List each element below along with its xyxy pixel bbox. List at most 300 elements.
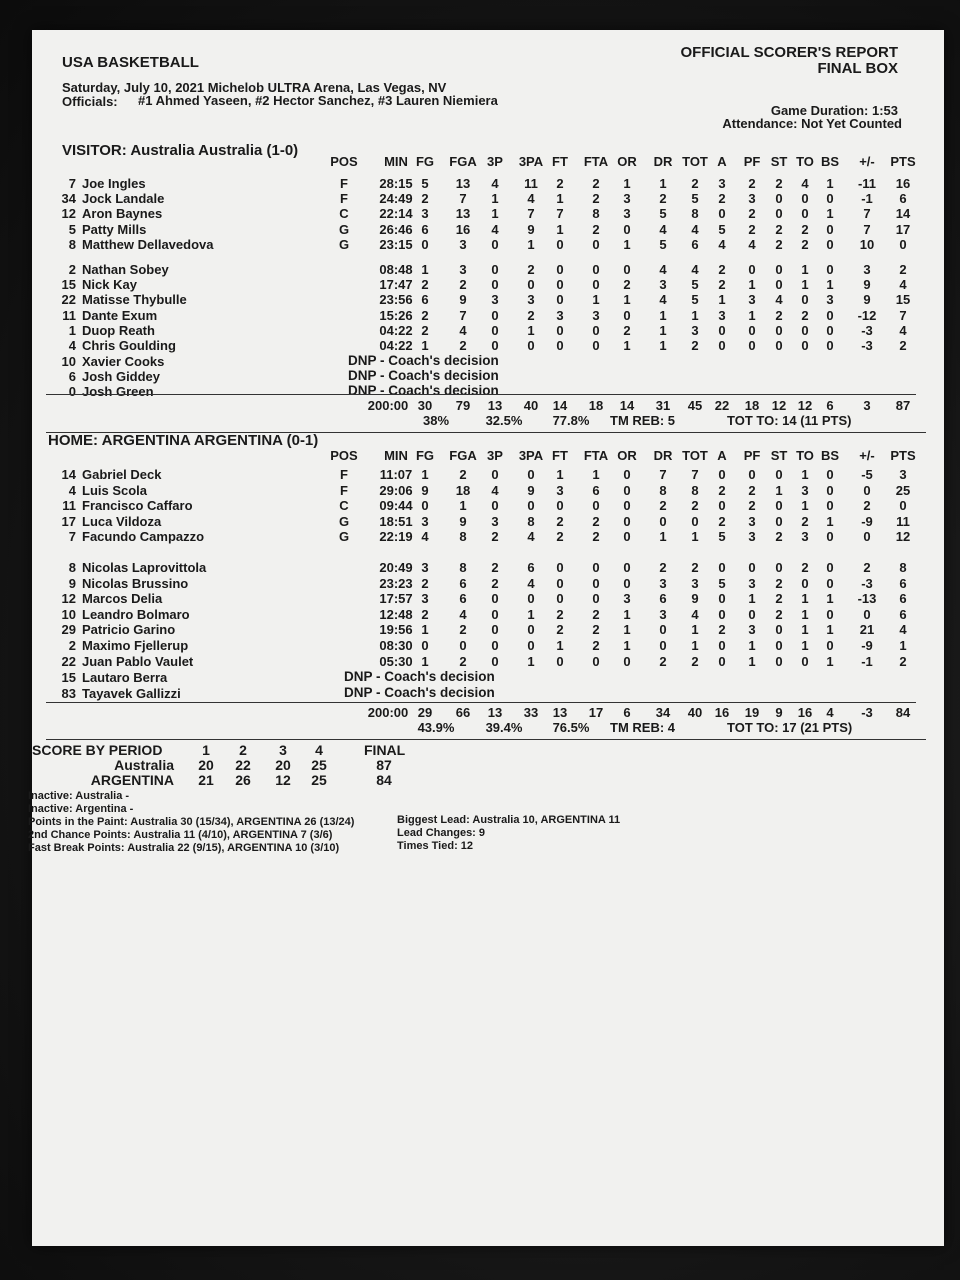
jersey-number: 29 xyxy=(61,622,76,638)
col-header-fta: FTA xyxy=(583,154,609,169)
player-row xyxy=(32,498,944,513)
stat-or: 0 xyxy=(623,467,631,482)
col-header-pos: POS xyxy=(330,448,358,463)
player-name: Lautaro Berra xyxy=(82,670,168,685)
stat-fta: 6 xyxy=(592,482,600,498)
stat-a: 3 xyxy=(718,307,726,323)
stat-pos: G xyxy=(338,513,350,529)
col-header-a: A xyxy=(717,154,727,169)
stat-to: 2 xyxy=(801,221,809,237)
stat-tot: 8 xyxy=(691,482,699,498)
stat-pts: 11 xyxy=(896,513,910,529)
stat-3p: 0 xyxy=(491,262,499,277)
stat-to: 0 xyxy=(801,575,809,591)
stat-st: 2 xyxy=(775,591,783,607)
stat-fga: 3 xyxy=(459,236,467,252)
total-fta: 18 xyxy=(588,398,604,413)
stat-pts: 15 xyxy=(895,292,911,308)
stat-fga: 6 xyxy=(459,575,467,591)
stat-ft: 0 xyxy=(556,575,564,591)
team-turnovers: TOT TO: 17 (21 PTS) xyxy=(727,720,853,735)
col-header-dr: DR xyxy=(653,154,673,169)
player-row xyxy=(32,262,944,277)
stat-fta: 0 xyxy=(592,236,600,252)
player-name: Aron Baynes xyxy=(82,206,163,222)
stat-bs: 0 xyxy=(826,262,834,277)
stat-pf: 3 xyxy=(748,513,756,529)
stat-to: 1 xyxy=(801,498,809,514)
stat-xxx: 3 xyxy=(863,262,871,277)
stat-fg: 0 xyxy=(421,236,429,252)
stat-3pa: 2 xyxy=(527,307,535,323)
stat-st: 0 xyxy=(775,277,783,293)
dnp-note: DNP - Coach's decision xyxy=(348,368,499,384)
stat-or: 2 xyxy=(623,322,631,338)
stat-dr: 1 xyxy=(659,176,667,191)
stat-or: 0 xyxy=(623,221,631,237)
col-header-or: OR xyxy=(617,154,637,169)
stat-bs: 0 xyxy=(826,191,834,207)
stat-tot: 5 xyxy=(691,191,699,207)
stat-pts: 6 xyxy=(899,606,907,622)
stat-tot: 2 xyxy=(691,653,699,669)
jersey-number: 5 xyxy=(68,221,76,237)
stat-pts: 4 xyxy=(899,277,907,293)
stat-fta: 2 xyxy=(592,638,600,653)
stat-xxx: -9 xyxy=(861,513,873,529)
stat-xxx: -3 xyxy=(861,322,873,338)
period-score: 20 xyxy=(275,757,291,773)
stat-dr: 1 xyxy=(659,338,667,353)
stat-pf: 0 xyxy=(748,338,756,353)
footer-line: Inactive: Argentina - xyxy=(28,803,134,815)
stat-3pa: 11 xyxy=(524,176,538,191)
player-name: Patty Mills xyxy=(82,221,147,237)
stat-xxx: 9 xyxy=(863,292,871,308)
stat-fg: 3 xyxy=(421,591,429,607)
stat-to: 1 xyxy=(801,277,809,293)
stat-ft: 1 xyxy=(556,638,564,653)
stat-3p: 4 xyxy=(491,482,499,498)
stat-tot: 3 xyxy=(691,575,699,591)
stat-fg: 1 xyxy=(421,653,429,669)
stat-ft: 0 xyxy=(556,498,564,514)
stat-to: 1 xyxy=(801,467,809,482)
stat-bs: 0 xyxy=(826,338,834,353)
stat-tot: 4 xyxy=(691,606,699,622)
stat-dr: 5 xyxy=(659,236,667,252)
stat-dr: 7 xyxy=(659,467,667,482)
stat-fg: 2 xyxy=(421,322,429,338)
stat-tot: 9 xyxy=(691,591,699,607)
col-header-fga: FGA xyxy=(449,448,477,463)
stat-st: 0 xyxy=(775,638,783,653)
period-team-name: ARGENTINA xyxy=(90,772,174,788)
stat-pf: 2 xyxy=(748,498,756,514)
stat-fg: 1 xyxy=(421,622,429,638)
stat-pf: 1 xyxy=(748,307,756,323)
stat-or: 1 xyxy=(623,622,631,638)
stat-pf: 0 xyxy=(748,606,756,622)
stat-pts: 3 xyxy=(899,467,907,482)
stat-fg: 1 xyxy=(421,338,429,353)
stat-3p: 0 xyxy=(491,307,499,323)
stat-fga: 4 xyxy=(459,606,467,622)
stat-dr: 2 xyxy=(659,498,667,514)
stat-3pa: 1 xyxy=(527,606,535,622)
total-3pa: 40 xyxy=(523,398,539,413)
total-to: 12 xyxy=(797,398,813,413)
stat-3p: 0 xyxy=(491,322,499,338)
stat-tot: 1 xyxy=(691,529,699,545)
stat-xxx: -3 xyxy=(861,338,873,353)
stat-xxx: -1 xyxy=(861,653,873,669)
stat-min: 04:22 xyxy=(379,338,413,353)
stat-pf: 3 xyxy=(748,191,756,207)
total-fga: 79 xyxy=(455,398,471,413)
stat-a: 2 xyxy=(718,262,726,277)
player-name: Josh Giddey xyxy=(82,369,161,385)
col-header-pts: PTS xyxy=(890,448,916,463)
stat-ft: 2 xyxy=(556,176,564,191)
total-or: 6 xyxy=(623,705,631,720)
stat-xxx: -5 xyxy=(861,467,873,482)
col-header-st: ST xyxy=(770,448,788,463)
stat-a: 2 xyxy=(718,277,726,293)
stat-pf: 2 xyxy=(748,221,756,237)
total-bs: 6 xyxy=(826,398,834,413)
player-name: Joe Ingles xyxy=(82,176,146,191)
col-header-ft: FT xyxy=(552,154,568,169)
stat-xxx: 7 xyxy=(863,221,871,237)
stat-dr: 2 xyxy=(659,653,667,669)
stat-3p: 1 xyxy=(491,191,499,207)
stat-3pa: 1 xyxy=(527,653,535,669)
stat-pts: 4 xyxy=(899,322,907,338)
total-xxx: 3 xyxy=(863,398,871,413)
stat-fg: 2 xyxy=(421,307,429,323)
stat-a: 0 xyxy=(718,638,726,653)
stat-bs: 1 xyxy=(826,176,834,191)
player-row xyxy=(32,576,944,591)
stat-st: 2 xyxy=(775,575,783,591)
player-name: Luca Vildoza xyxy=(82,513,162,529)
jersey-number: 22 xyxy=(61,292,76,308)
stat-dr: 1 xyxy=(659,322,667,338)
stat-st: 0 xyxy=(775,622,783,638)
stat-bs: 0 xyxy=(826,560,834,575)
stat-to: 1 xyxy=(801,591,809,607)
stat-dr: 4 xyxy=(659,221,667,237)
total-pf: 18 xyxy=(744,398,760,413)
stat-tot: 2 xyxy=(691,560,699,575)
stat-to: 2 xyxy=(801,307,809,323)
player-row xyxy=(32,467,944,482)
col-header-a: A xyxy=(717,448,727,463)
player-row xyxy=(32,654,944,669)
stat-a: 0 xyxy=(718,338,726,353)
stat-3pa: 9 xyxy=(527,221,535,237)
stat-3pa: 0 xyxy=(527,591,535,607)
player-name: Nicolas Brussino xyxy=(82,575,189,591)
stat-fta: 2 xyxy=(592,622,600,638)
jersey-number: 8 xyxy=(68,560,76,575)
stat-min: 19:56 xyxy=(379,622,413,638)
stat-min: 11:07 xyxy=(379,467,413,482)
total-fg: 29 xyxy=(417,705,433,720)
stat-pf: 3 xyxy=(748,529,756,545)
three-pct: 39.4% xyxy=(485,720,523,735)
totals-rule-top xyxy=(46,394,916,395)
col-header-ft: FT xyxy=(552,448,568,463)
stat-bs: 0 xyxy=(826,307,834,323)
player-row xyxy=(32,338,944,353)
jersey-number: 15 xyxy=(61,277,76,293)
stat-pos: F xyxy=(340,191,348,207)
dnp-note: DNP - Coach's decision xyxy=(348,383,499,399)
stat-bs: 0 xyxy=(826,606,834,622)
org-name: USA BASKETBALL xyxy=(62,54,199,71)
jersey-number: 11 xyxy=(62,498,76,514)
player-name: Dante Exum xyxy=(82,307,158,323)
total-fta: 17 xyxy=(588,705,604,720)
dnp-note: DNP - Coach's decision xyxy=(344,669,495,684)
period-score: 20 xyxy=(198,757,214,773)
stat-ft: 0 xyxy=(556,322,564,338)
ft-pct: 77.8% xyxy=(552,413,590,428)
stat-or: 3 xyxy=(623,591,631,607)
stat-pf: 0 xyxy=(748,467,756,482)
stat-3pa: 7 xyxy=(527,206,535,222)
stat-xxx: 21 xyxy=(859,622,875,638)
stat-or: 1 xyxy=(623,638,631,653)
stat-ft: 1 xyxy=(556,221,564,237)
col-header-dr: DR xyxy=(653,448,673,463)
player-row xyxy=(32,529,944,544)
stat-pf: 3 xyxy=(748,622,756,638)
col-header-or: OR xyxy=(617,448,637,463)
stat-to: 0 xyxy=(801,338,809,353)
stat-fg: 4 xyxy=(421,529,429,545)
total-pts: 84 xyxy=(895,705,911,720)
total-a: 16 xyxy=(714,705,730,720)
team-rebounds: TM REB: 5 xyxy=(610,413,675,428)
period-head-1: 1 xyxy=(202,742,210,758)
stat-ft: 0 xyxy=(556,292,564,308)
stat-fg: 5 xyxy=(421,176,429,191)
team-totals-row xyxy=(32,398,944,413)
period-score: 22 xyxy=(235,757,251,773)
stat-fta: 0 xyxy=(592,277,600,293)
stat-pts: 25 xyxy=(895,482,911,498)
stat-pf: 3 xyxy=(748,575,756,591)
stat-fg: 3 xyxy=(421,513,429,529)
period-score: 21 xyxy=(198,772,214,788)
stat-dr: 2 xyxy=(659,560,667,575)
stat-st: 1 xyxy=(775,482,783,498)
stat-3pa: 9 xyxy=(527,482,535,498)
stat-pf: 0 xyxy=(748,322,756,338)
player-row xyxy=(32,308,944,323)
player-row xyxy=(32,560,944,575)
stat-pts: 1 xyxy=(899,638,907,653)
stat-3p: 1 xyxy=(491,206,499,222)
player-name: Maximo Fjellerup xyxy=(82,638,189,653)
col-header-tot: TOT xyxy=(682,448,708,463)
col-header-fg: FG xyxy=(415,154,435,169)
stat-3p: 0 xyxy=(491,591,499,607)
stat-a: 3 xyxy=(718,176,726,191)
total-ft: 13 xyxy=(552,705,568,720)
player-name: Matthew Dellavedova xyxy=(82,236,214,252)
stat-fg: 0 xyxy=(421,498,429,514)
stat-pos: C xyxy=(339,498,349,514)
game-info: Saturday, July 10, 2021 Michelob ULTRA Arena, Las Vegas, NV xyxy=(62,80,447,95)
stat-st: 0 xyxy=(775,322,783,338)
period-team-name: Australia xyxy=(114,757,174,773)
stat-min: 04:22 xyxy=(379,322,413,338)
team-pct-row xyxy=(32,413,944,428)
jersey-number: 22 xyxy=(61,653,76,669)
stat-3pa: 0 xyxy=(527,277,535,293)
player-row xyxy=(32,277,944,292)
player-name: Leandro Bolmaro xyxy=(82,606,190,622)
stat-fta: 0 xyxy=(592,498,600,514)
stat-fta: 2 xyxy=(592,191,600,207)
player-name: Josh Green xyxy=(82,384,154,400)
stat-3p: 4 xyxy=(491,176,499,191)
footer-line: Points in the Paint: Australia 30 (15/34), ARGENTINA 26 (13/24) xyxy=(28,816,355,828)
stat-min: 23:56 xyxy=(379,292,413,308)
footer-line: 2nd Chance Points: Australia 11 (4/10), ARGENTINA 7 (3/6) xyxy=(28,829,333,841)
footer-line: Inactive: Australia - xyxy=(28,790,130,802)
stat-to: 0 xyxy=(801,191,809,207)
stat-fta: 2 xyxy=(592,513,600,529)
stat-3p: 0 xyxy=(491,498,499,514)
period-score: 26 xyxy=(235,772,251,788)
stat-bs: 1 xyxy=(826,622,834,638)
col-header-fg: FG xyxy=(415,448,435,463)
stat-min: 12:48 xyxy=(379,606,413,622)
stat-bs: 1 xyxy=(826,653,834,669)
officials-list: #1 Ahmed Yaseen, #2 Hector Sanchez, #3 Lauren Niemiera xyxy=(138,93,498,108)
stat-st: 0 xyxy=(775,498,783,514)
player-name: Nathan Sobey xyxy=(82,262,169,277)
stat-3p: 2 xyxy=(491,575,499,591)
stat-fga: 2 xyxy=(459,338,467,353)
col-header-min: MIN xyxy=(384,154,408,169)
player-name: Duop Reath xyxy=(82,322,155,338)
stat-bs: 1 xyxy=(826,206,834,222)
jersey-number: 6 xyxy=(68,369,76,385)
jersey-number: 1 xyxy=(68,322,76,338)
stat-a: 2 xyxy=(718,191,726,207)
stat-a: 4 xyxy=(718,236,726,252)
dnp-note: DNP - Coach's decision xyxy=(344,684,495,700)
stat-tot: 7 xyxy=(691,467,699,482)
player-row xyxy=(32,292,944,307)
stat-dr: 3 xyxy=(659,277,667,293)
stat-min: 20:49 xyxy=(379,560,413,575)
col-header-xxx: +/- xyxy=(859,448,875,463)
period-title: SCORE BY PERIOD xyxy=(32,742,163,758)
footer-line: Fast Break Points: Australia 22 (9/15), ARGENTINA 10 (3/10) xyxy=(28,842,340,854)
col-header-pts: PTS xyxy=(890,154,916,169)
col-header-min: MIN xyxy=(384,448,408,463)
stat-a: 0 xyxy=(718,498,726,514)
stat-fta: 2 xyxy=(592,221,600,237)
col-header-bs: BS xyxy=(820,154,840,169)
stat-3p: 0 xyxy=(491,467,499,482)
stat-or: 0 xyxy=(623,529,631,545)
stat-pf: 1 xyxy=(748,638,756,653)
stat-3pa: 1 xyxy=(527,236,535,252)
col-header-st: ST xyxy=(770,154,788,169)
player-row xyxy=(32,638,944,653)
player-name: Nicolas Laprovittola xyxy=(82,560,207,575)
stat-3p: 2 xyxy=(491,529,499,545)
stat-fga: 4 xyxy=(459,322,467,338)
stat-or: 1 xyxy=(623,292,631,308)
total-xxx: -3 xyxy=(861,705,873,720)
stat-or: 0 xyxy=(623,262,631,277)
period-score: 12 xyxy=(275,772,291,788)
stat-to: 3 xyxy=(801,482,809,498)
stat-3pa: 4 xyxy=(527,191,535,207)
stat-pos: F xyxy=(340,482,348,498)
stat-tot: 3 xyxy=(691,322,699,338)
stat-fg: 9 xyxy=(421,482,429,498)
stat-ft: 0 xyxy=(556,277,564,293)
stat-fga: 6 xyxy=(459,591,467,607)
stat-fg: 2 xyxy=(421,277,429,293)
stat-to: 1 xyxy=(801,638,809,653)
stat-fta: 2 xyxy=(592,606,600,622)
column-header-row xyxy=(32,448,944,463)
stat-fga: 1 xyxy=(459,498,467,514)
column-header-row xyxy=(32,154,944,169)
stat-pos: F xyxy=(340,176,348,191)
jersey-number: 12 xyxy=(61,591,76,607)
stat-to: 0 xyxy=(801,292,809,308)
stat-bs: 0 xyxy=(826,498,834,514)
stat-a: 0 xyxy=(718,653,726,669)
stat-pts: 7 xyxy=(899,307,907,323)
stat-tot: 5 xyxy=(691,292,699,308)
stat-pf: 1 xyxy=(748,591,756,607)
stat-bs: 0 xyxy=(826,529,834,545)
footer-line: Lead Changes: 9 xyxy=(397,827,486,839)
stat-bs: 0 xyxy=(826,638,834,653)
stat-3p: 3 xyxy=(491,292,499,308)
period-score: 84 xyxy=(376,772,392,788)
total-dr: 31 xyxy=(655,398,671,413)
three-pct: 32.5% xyxy=(485,413,523,428)
player-name: Nick Kay xyxy=(82,277,137,293)
stat-pf: 4 xyxy=(748,236,756,252)
fg-pct: 38% xyxy=(422,413,450,428)
period-score: 87 xyxy=(376,757,392,773)
stat-ft: 2 xyxy=(556,513,564,529)
attendance: Attendance: Not Yet Counted xyxy=(722,116,902,131)
period-head-2: 2 xyxy=(239,742,247,758)
stat-xxx: 9 xyxy=(863,277,871,293)
stat-to: 1 xyxy=(801,606,809,622)
stat-fga: 2 xyxy=(459,277,467,293)
player-row xyxy=(32,607,944,622)
stat-bs: 0 xyxy=(826,482,834,498)
player-name: Chris Goulding xyxy=(82,338,176,353)
